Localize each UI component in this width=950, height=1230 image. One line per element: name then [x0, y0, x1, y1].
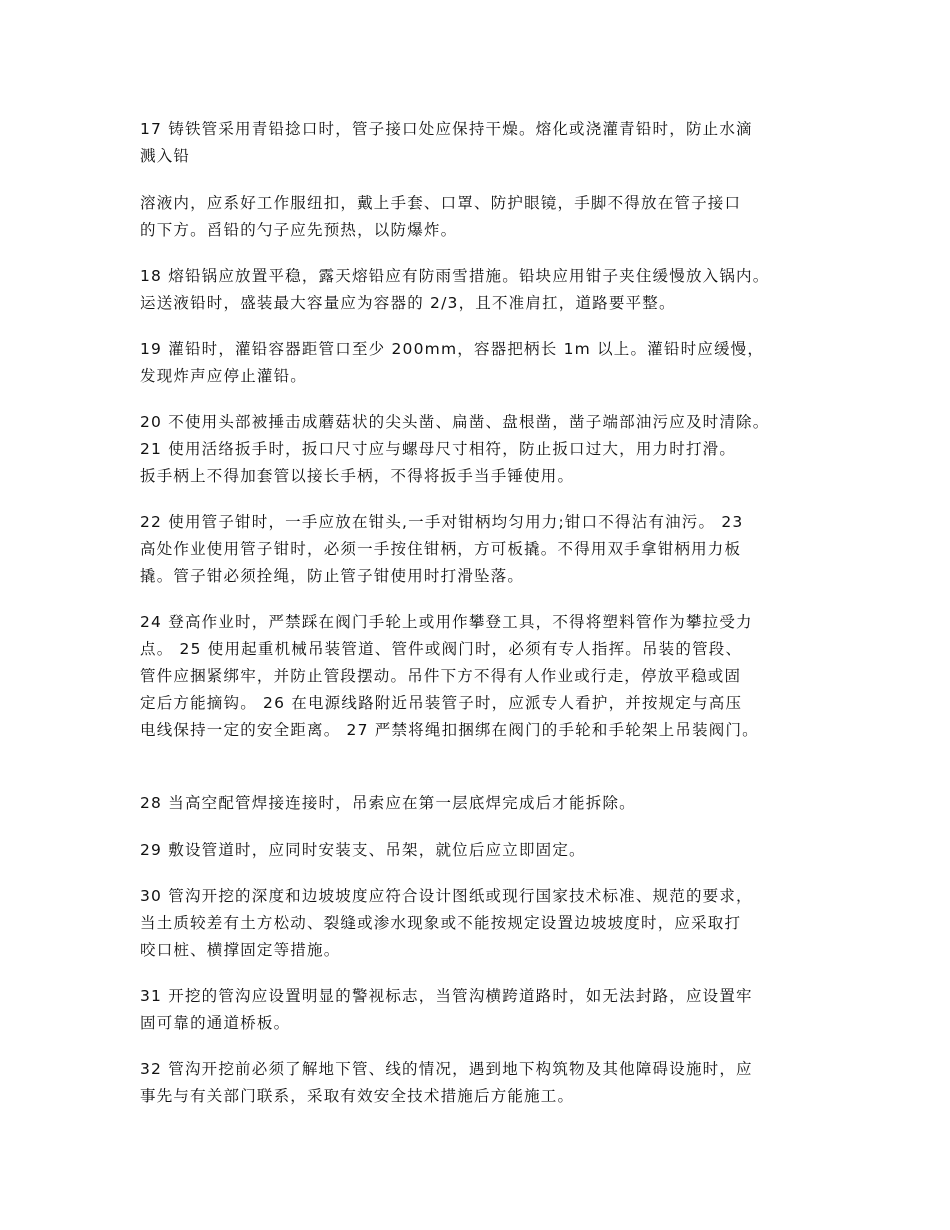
text-line: 管件应捆紧绑牢，并防止管段摆动。吊件下方不得有人作业或行走，停放平稳或固: [140, 667, 742, 685]
text-line: 19 灌铅时，灌铅容器距管口至少 200mm，容器把柄长 1m 以上。灌铅时应缓慢，: [140, 340, 765, 358]
text-line: 扳手柄上不得加套管以接长手柄，不得将扳手当手锤使用。: [140, 467, 575, 485]
text-line: 24 登高作业时，严禁踩在阀门手轮上或用作攀登工具，不得将塑料管作为攀拉受力: [140, 613, 753, 631]
text-line: 的下方。舀铅的勺子应先预热，以防爆炸。: [140, 221, 458, 239]
text-line: 22 使用管子钳时，一手应放在钳头,一手对钳柄均匀用力;钳口不得沾有油污。 23: [140, 513, 744, 531]
text-line: 20 不使用头部被捶击成蘑菇状的尖头凿、扁凿、盘根凿，凿子端部油污应及时清除。: [140, 413, 770, 431]
text-line: 31 开挖的管沟应设置明显的警视标志，当管沟横跨道路时，如无法封路，应设置牢: [140, 987, 753, 1005]
text-line: 高处作业使用管子钳时，必须一手按住钳柄，方可板撬。不得用双手拿钳柄用力板: [140, 540, 742, 558]
text-line: 28 当高空配管焊接连接时，吊索应在第一层底焊完成后才能拆除。: [140, 794, 636, 812]
text-line: 溶液内，应系好工作服纽扣，戴上手套、口罩、防护眼镜，手脚不得放在管子接口: [140, 194, 742, 212]
text-line: 电线保持一定的安全距离。 27 严禁将绳扣捆绑在阀门的手轮和手轮架上吊装阀门。: [140, 721, 759, 739]
text-line: 运送液铅时，盛装最大容量应为容器的 2/3，且不准肩扛，道路要平整。: [140, 294, 676, 312]
text-line: 定后方能摘钩。 26 在电源线路附近吊装管子时，应派专人看护，并按规定与高压: [140, 694, 743, 712]
text-line: 点。 25 使用起重机械吊装管道、管件或阀门时，必须有专人指挥。吊装的管段、: [140, 640, 743, 658]
text-line: 事先与有关部门联系，采取有效安全技术措施后方能施工。: [140, 1087, 575, 1105]
text-line: 21 使用活络扳手时，扳口尺寸应与螺母尺寸相符，防止扳口过大，用力时打滑。: [140, 440, 737, 458]
text-line: 32 管沟开挖前必须了解地下管、线的情况，遇到地下构筑物及其他障碍设施时，应: [140, 1060, 753, 1078]
text-line: 18 熔铅锅应放置平稳，露天熔铅应有防雨雪措施。铅块应用钳子夹住缓慢放入锅内。: [140, 267, 770, 285]
text-line: 固可靠的通道桥板。: [140, 1014, 291, 1032]
text-line: 30 管沟开挖的深度和边坡坡度应符合设计图纸或现行国家技术标准、规范的要求，: [140, 887, 753, 905]
text-line: 咬口桩、横撑固定等措施。: [140, 941, 341, 959]
text-line: 溅入铅: [140, 147, 191, 165]
text-line: 29 敷设管道时，应同时安装支、吊架，就位后应立即固定。: [140, 841, 586, 859]
text-line: 当土质较差有土方松动、裂缝或渗水现象或不能按规定设置边坡坡度时，应采取打: [140, 914, 742, 932]
text-line: 17 铸铁管采用青铅捻口时，管子接口处应保持干燥。熔化或浇灌青铅时，防止水滴: [140, 120, 753, 138]
text-line: 撬。管子钳必须拴绳，防止管子钳使用时打滑坠落。: [140, 567, 525, 585]
text-line: 发现炸声应停止灌铅。: [140, 367, 308, 385]
